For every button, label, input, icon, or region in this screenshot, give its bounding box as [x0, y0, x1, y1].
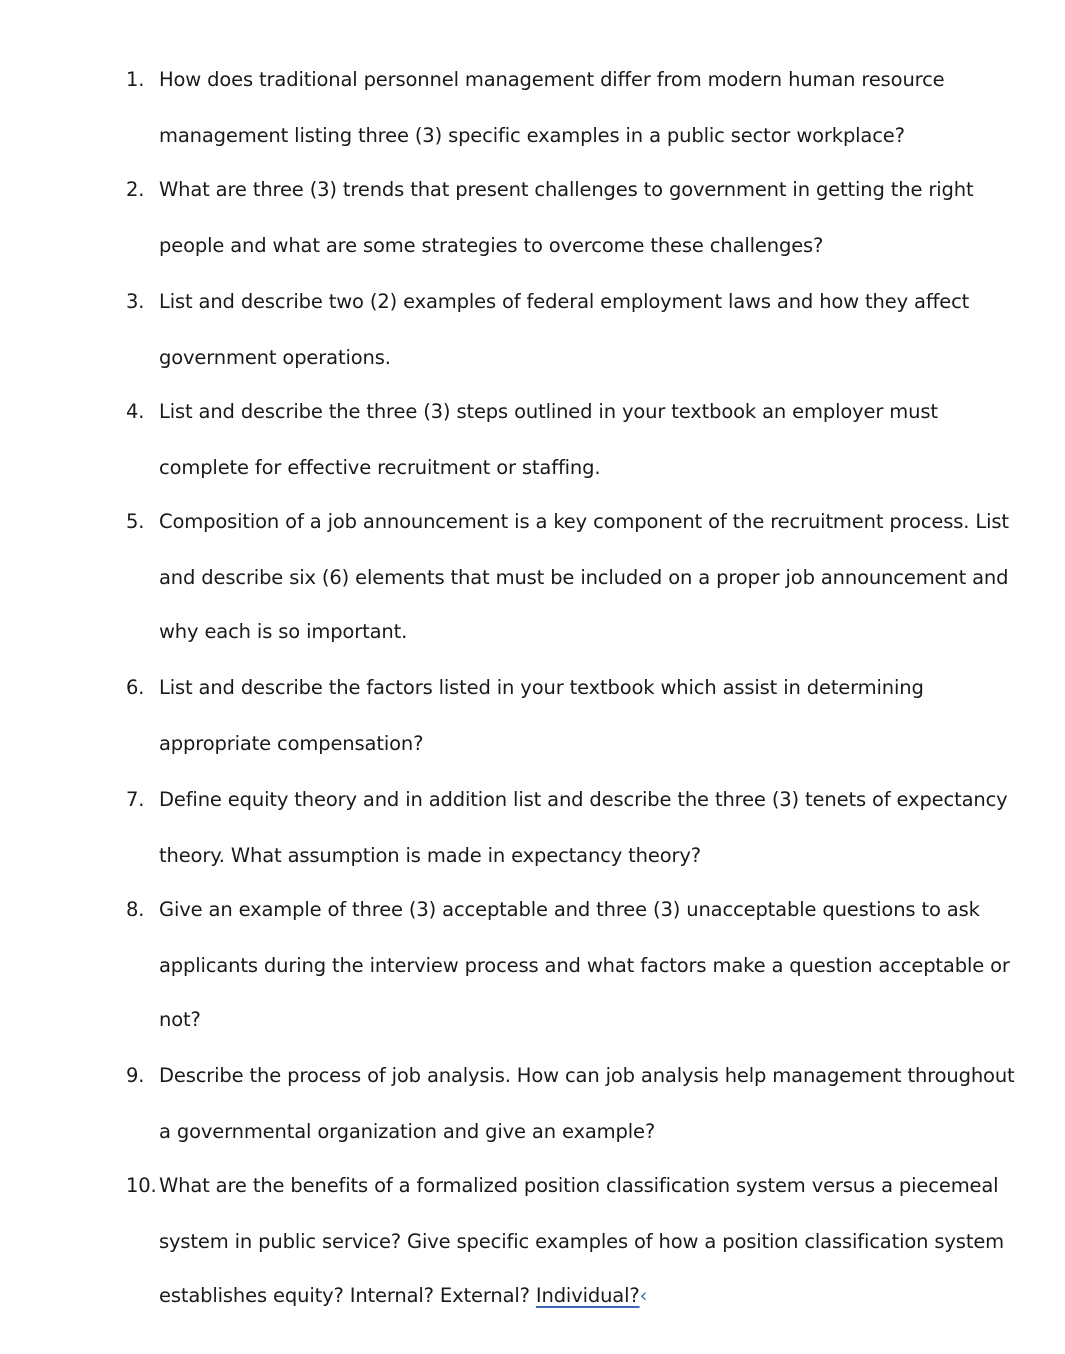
- question-text-line: appropriate compensation?: [159, 732, 424, 755]
- question-text-line: theory. What assumption is made in expectancy theory?: [159, 844, 701, 867]
- question-number: 5.: [126, 510, 145, 533]
- question-number: 6.: [126, 676, 145, 699]
- question-text-line: management listing three (3) specific examples in a public sector workplace?: [159, 124, 905, 147]
- question-number: 3.: [126, 290, 145, 313]
- question-text-line: Give an example of three (3) acceptable and three (3) unacceptable questions to ask: [159, 898, 980, 921]
- question-number: 9.: [126, 1064, 145, 1087]
- question-text-segment: establishes equity? Internal? External?: [159, 1284, 536, 1307]
- question-text-line: List and describe two (2) examples of federal employment laws and how they affect: [159, 290, 970, 313]
- question-number: 7.: [126, 788, 145, 811]
- question-text-line: List and describe the three (3) steps outlined in your textbook an employer must: [159, 400, 938, 423]
- question-text-line-last: [159, 1284, 647, 1308]
- question-text-line: How does traditional personnel management differ from modern human resource: [159, 68, 945, 91]
- question-text-line: Describe the process of job analysis. How can job analysis help management throughout: [159, 1064, 1015, 1087]
- question-text-line: and describe six (6) elements that must be included on a proper job announcement and: [159, 566, 1009, 589]
- question-text-line: complete for effective recruitment or staffing.: [159, 456, 601, 479]
- question-number: 1.: [126, 68, 145, 91]
- question-text-line: system in public service? Give specific examples of how a position classification system: [159, 1230, 1005, 1253]
- question-text-line: Composition of a job announcement is a key component of the recruitment process. List: [159, 510, 1009, 533]
- insertion-mark: ‹: [639, 1284, 648, 1307]
- question-text-line: applicants during the interview process and what factors make a question acceptable or: [159, 954, 1010, 977]
- question-text-line: why each is so important.: [159, 620, 408, 643]
- question-text-line: not?: [159, 1008, 201, 1031]
- question-text-line: What are three (3) trends that present challenges to government in getting the right: [159, 178, 974, 201]
- question-text-line: government operations.: [159, 346, 391, 369]
- underlined-word[interactable]: Individual?: [535, 1284, 640, 1307]
- question-text-line: Define equity theory and in addition list and describe the three (3) tenets of expectancy: [159, 788, 1008, 811]
- question-text-line: a governmental organization and give an example?: [159, 1120, 656, 1143]
- question-text-line: What are the benefits of a formalized position classification system versus a piecemeal: [159, 1174, 999, 1197]
- question-text-line: people and what are some strategies to overcome these challenges?: [159, 234, 824, 257]
- question-number: 10.: [126, 1174, 157, 1197]
- question-text-line: List and describe the factors listed in your textbook which assist in determining: [159, 676, 924, 699]
- question-number: 4.: [126, 400, 145, 423]
- question-number: 8.: [126, 898, 145, 921]
- question-number: 2.: [126, 178, 145, 201]
